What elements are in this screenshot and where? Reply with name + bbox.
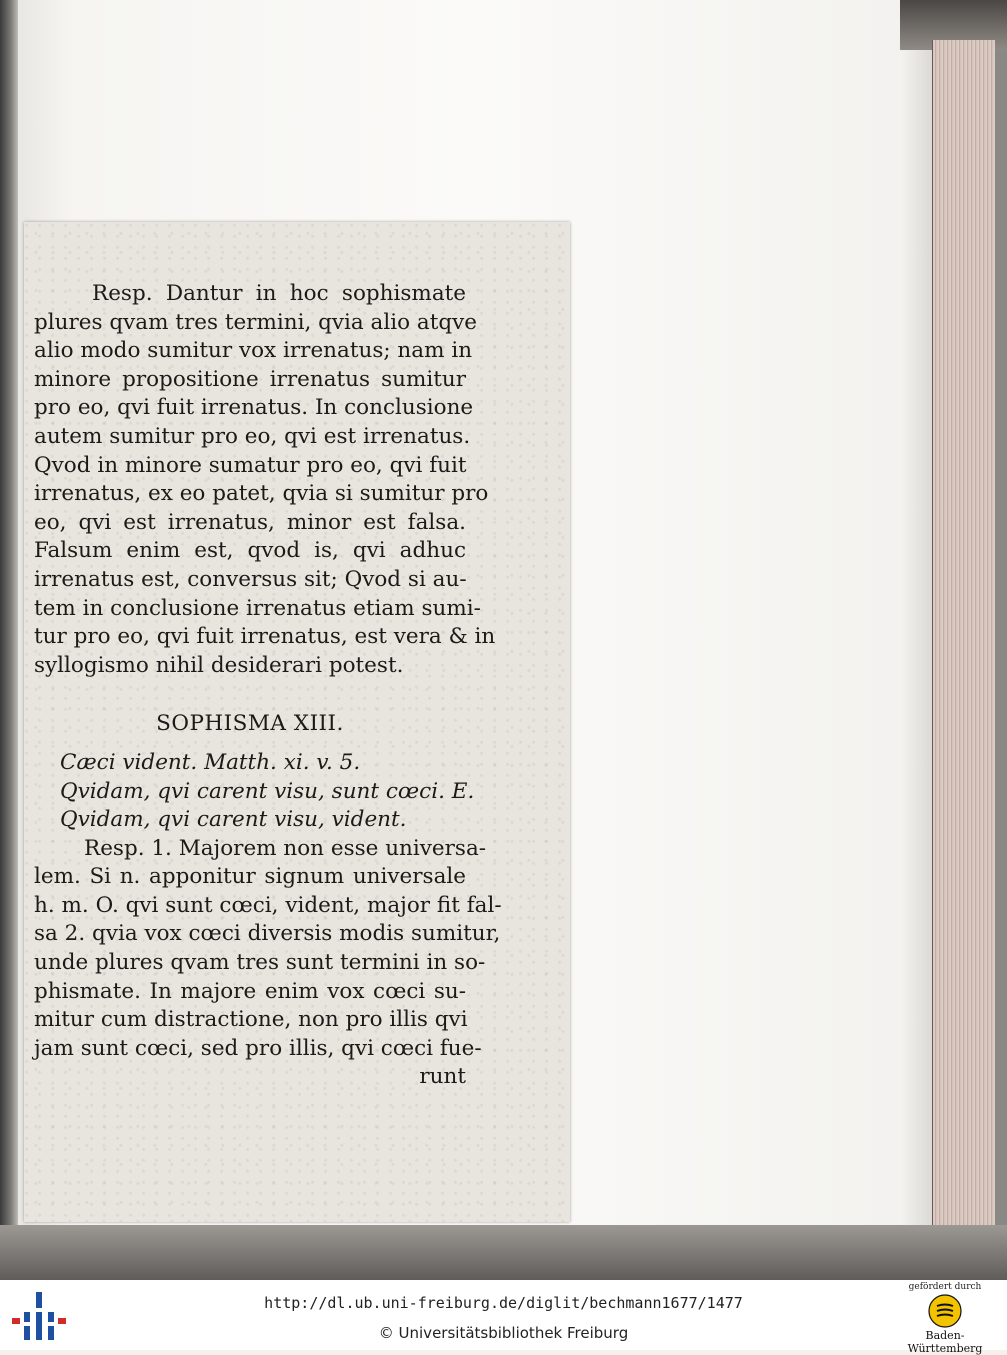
sponsor	[895, 1282, 995, 1355]
text-line: tur pro eo, qvi fuit irrenatus, est vera & in	[34, 624, 496, 650]
text-line: pro eo, qvi fuit irrenatus. In conclusione	[34, 395, 474, 421]
text-line: Resp. 1. Majorem non esse universa-	[84, 835, 487, 861]
book-spine	[0, 0, 18, 1280]
text-line: autem sumitur pro eo, qvi est irrenatus.	[34, 423, 471, 449]
text-line: Resp. Dantur in hoc sophismate	[92, 281, 466, 306]
quote-line: Qvidam, qvi carent visu, vident.	[60, 807, 407, 833]
page-edges	[932, 40, 995, 1230]
text-line: irrenatus est, conversus sit; Qvod si au-	[34, 566, 467, 592]
sponsor-top-text: gefördert durch	[908, 1282, 982, 1292]
text-line: eo, qvi est irrenatus, minor est falsa.	[34, 509, 466, 535]
text-line: jam sunt cœci, sed pro illis, qvi cœci fue-	[34, 1035, 482, 1061]
quote-line: Cæci vident. Matth. xi. v. 5.	[60, 749, 361, 775]
quote-line: Qvidam, qvi carent visu, sunt cœci. E.	[60, 778, 475, 804]
text-line: phismate. In majore enim vox cœci su-	[34, 978, 466, 1004]
text-line: syllogismo nihil desiderari potest.	[34, 652, 404, 678]
footer-url[interactable]: http://dl.ub.uni-freiburg.de/diglit/bechmann1677/1477	[264, 1294, 743, 1312]
text-line: sa 2. qvia vox cœci diversis modis sumitur,	[34, 921, 501, 947]
text-line: alio modo sumitur vox irrenatus; nam in	[34, 338, 473, 364]
text-line: minore propositione irrenatus sumitur	[34, 366, 466, 392]
footer	[0, 1280, 1007, 1355]
text-line: mitur cum distractione, non pro illis qvi	[34, 1007, 468, 1033]
text-line: Falsum enim est, qvod is, qvi adhuc	[34, 538, 466, 564]
text-line: Qvod in minore sumatur pro eo, qvi fuit	[34, 452, 467, 478]
page-text	[34, 280, 502, 1092]
text-line: plures qvam tres termini, qvia alio atqve	[34, 309, 477, 335]
text-line: lem. Si n. apponitur signum universale	[34, 864, 466, 890]
text-line: irrenatus, ex eo patet, qvia si sumitur pro	[34, 481, 489, 507]
sponsor-bottom-text: Baden-Württemberg	[907, 1329, 983, 1355]
section-heading: SOPHISMA XIII.	[156, 711, 344, 737]
text-line: unde plures qvam tres sunt termini in so-	[34, 950, 486, 976]
text-line: h. m. O. qvi sunt cœci, vident, major fit fal-	[34, 892, 502, 918]
bw-crest-icon	[928, 1294, 962, 1328]
catchword: runt	[419, 1064, 466, 1090]
footer-copyright: © Universitätsbibliothek Freiburg	[378, 1324, 629, 1342]
text-line: tem in conclusione irrenatus etiam sumi-	[34, 595, 481, 621]
book-bottom-shadow	[0, 1225, 1007, 1280]
